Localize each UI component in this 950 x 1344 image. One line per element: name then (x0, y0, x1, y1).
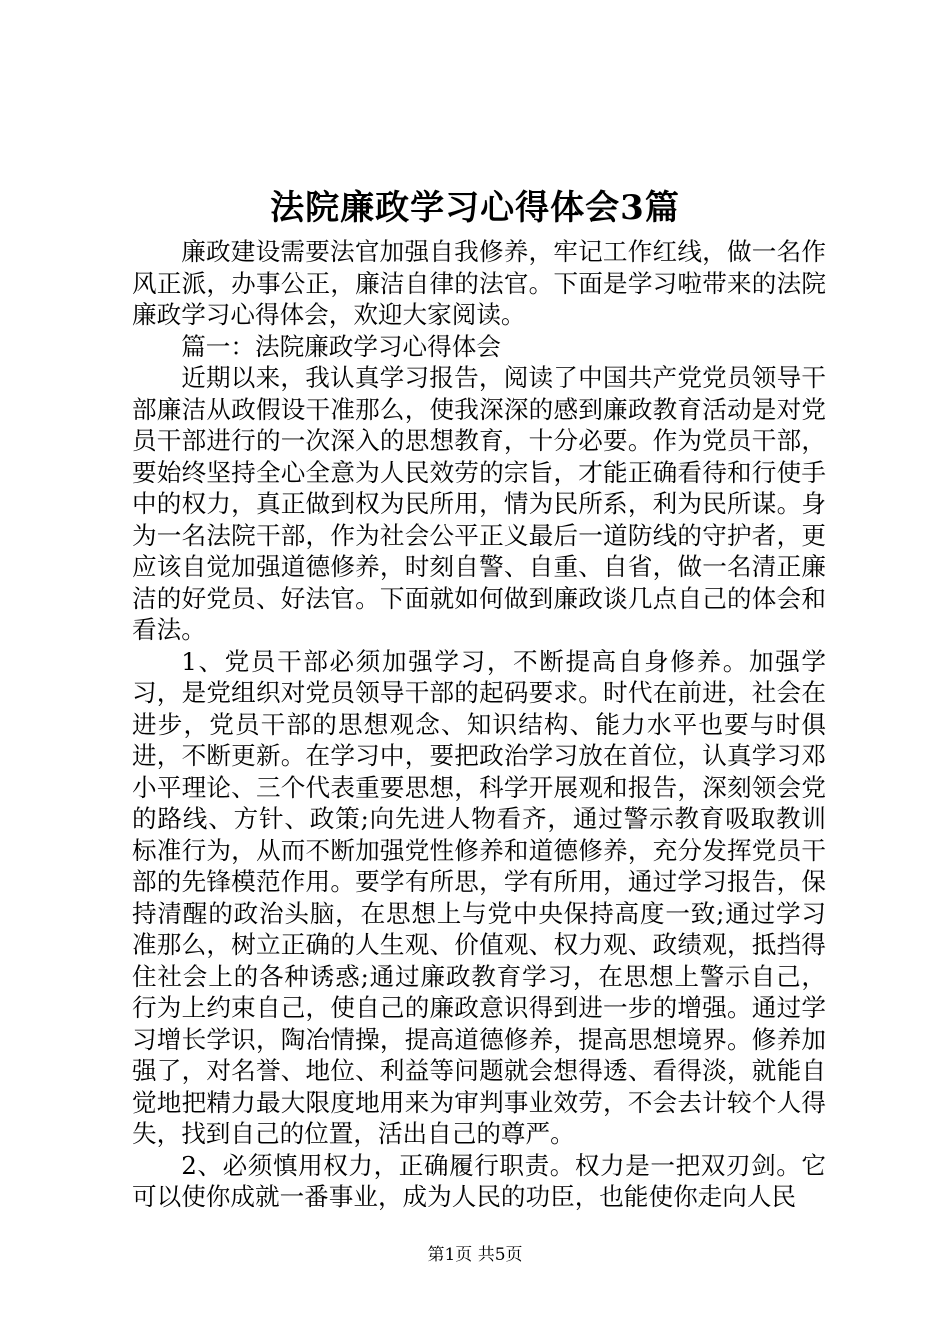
document-body (132, 236, 826, 1213)
page-number-footer: 第1页 共5页 (427, 1245, 523, 1265)
body-paragraph: 近期以来，我认真学习报告，阅读了中国共产党党员领导干部廉洁从政假设干准那么，使我深深的感到廉政教育活动是对党员干部进行的一次深入的思想教育，十分必要。作为党员干部，要始终坚持全心全意为人民效劳的宗旨，才能正确看待和行使手中的权力，真正做到权为民所用，情为民所系，利为民所谋。身为一名法院干部，作为社会公平正义最后一道防线的守护者，更应该自觉加强道德修养，时刻自警、自重、自省，做一名清正廉洁的好党员、好法官。下面就如何做到廉政谈几点自己的体会和看法。 (132, 363, 826, 644)
document-title: 法院廉政学习心得体会3篇 (270, 188, 680, 228)
intro-paragraph: 廉政建设需要法官加强自我修养，牢记工作红线，做一名作风正派，办事公正，廉洁自律的法官。下面是学习啦带来的法院廉政学习心得体会，欢迎大家阅读。 (132, 237, 826, 329)
point-two-paragraph: 2、必须慎用权力，正确履行职责。权力是一把双刃剑。它可以使你成就一番事业，成为人民的功臣，也能使你走向人民 (132, 1150, 826, 1211)
point-one-paragraph: 1、党员干部必须加强学习，不断提高自身修养。加强学习，是党组织对党员领导干部的起码要求。时代在前进，社会在进步，党员干部的思想观念、知识结构、能力水平也要与时俱进，不断更新。在学习中，要把政治学习放在首位，认真学习邓小平理论、三个代表重要思想，科学开展观和报告，深刻领会党的路线、方针、政策;向先进人物看齐，通过警示教育吸取教训标准行为，从而不断加强党性修养和道德修养，充分发挥党员干部的先锋模范作用。要学有所思，学有所用，通过学习报告，保持清醒的政治头脑，在思想上与党中央保持高度一致;通过学习准那么，树立正确的人生观、价值观、权力观、政绩观，抵挡得住社会上的各种诱惑;通过廉政教育学习，在思想上警示自己，行为上约束自己，使自己的廉政意识得到进一步的增强。通过学习增长学识，陶冶情操，提高道德修养，提高思想境界。修养加强了，对名誉、地位、利益等问题就会想得透、看得淡，就能自觉地把精力最大限度地用来为审判事业效劳，不会去计较个人得失，找到自己的位置，活出自己的尊严。 (132, 646, 826, 1148)
section-heading: 篇一：法院廉政学习心得体会 (181, 331, 501, 361)
